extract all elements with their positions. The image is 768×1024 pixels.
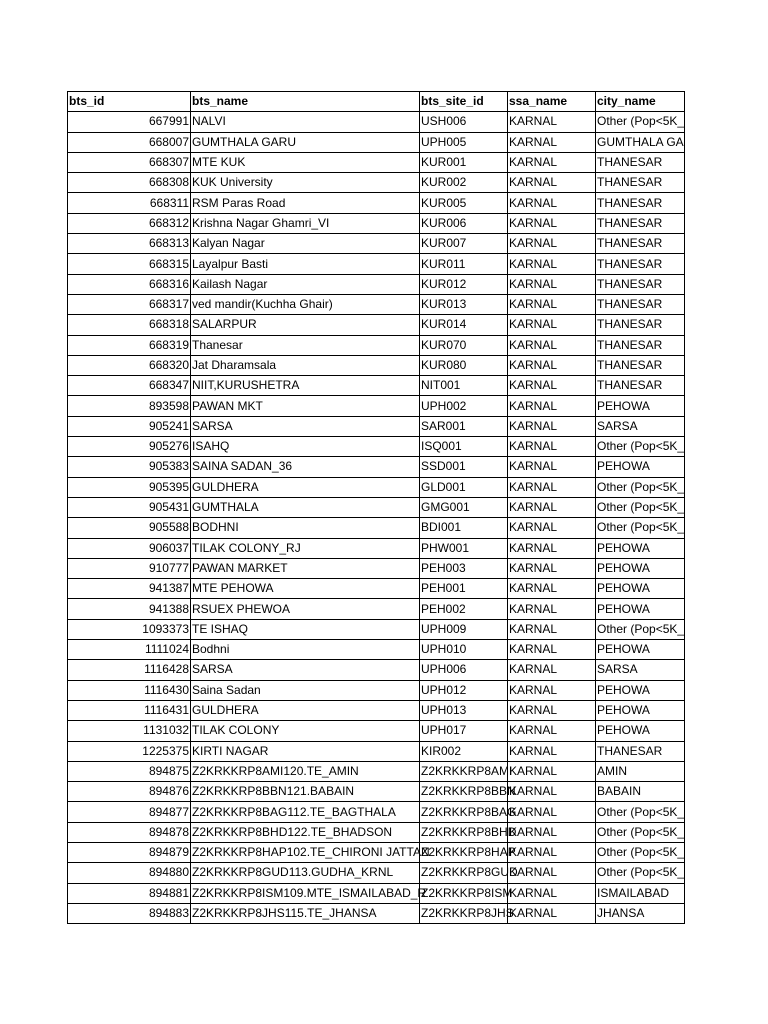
header-bts-site-id[interactable]: bts_site_id (420, 92, 508, 112)
cell-ssa-name[interactable]: KARNAL (508, 335, 596, 355)
table-row (68, 903, 685, 923)
cell-bts-site-id[interactable]: PHW001 (420, 538, 508, 558)
cell-bts-site-id[interactable]: GMG001 (420, 497, 508, 517)
cell-bts-site-id[interactable]: ISQ001 (420, 437, 508, 457)
cell-bts-id[interactable]: 894878 (68, 822, 191, 842)
cell-bts-name[interactable]: PAWAN MKT (191, 396, 420, 416)
table-row (68, 822, 685, 842)
cell-bts-name[interactable]: KIRTI NAGAR (191, 741, 420, 761)
cell-bts-name[interactable]: PAWAN MARKET (191, 558, 420, 578)
cell-city-name[interactable]: THANESAR (596, 741, 685, 761)
cell-bts-site-id[interactable]: KUR001 (420, 152, 508, 172)
cell-bts-site-id[interactable]: UPH017 (420, 721, 508, 741)
table-row (68, 152, 685, 172)
cell-bts-id[interactable]: 1116430 (68, 680, 191, 700)
cell-ssa-name[interactable]: KARNAL (508, 579, 596, 599)
table-row (68, 112, 685, 132)
cell-bts-name[interactable]: SALARPUR (191, 315, 420, 335)
cell-city-name[interactable]: PEHOWA (596, 599, 685, 619)
table-row (68, 234, 685, 254)
cell-bts-id[interactable]: 1116428 (68, 660, 191, 680)
cell-city-name[interactable]: THANESAR (596, 294, 685, 314)
cell-city-name[interactable]: ISMAILABAD (596, 883, 685, 903)
cell-city-name[interactable]: PEHOWA (596, 579, 685, 599)
cell-city-name[interactable]: PEHOWA (596, 457, 685, 477)
cell-bts-site-id[interactable]: KUR005 (420, 193, 508, 213)
cell-city-name[interactable]: Other (Pop<5K_ (596, 497, 685, 517)
cell-bts-id[interactable]: 905276 (68, 437, 191, 457)
cell-bts-id[interactable]: 893598 (68, 396, 191, 416)
cell-bts-site-id[interactable]: KUR070 (420, 335, 508, 355)
cell-bts-site-id[interactable]: GLD001 (420, 477, 508, 497)
cell-ssa-name[interactable]: KARNAL (508, 802, 596, 822)
table-row (68, 842, 685, 862)
cell-bts-name[interactable]: Kailash Nagar (191, 274, 420, 294)
cell-bts-site-id[interactable]: Z2KRKKRP8GUD (420, 863, 508, 883)
cell-bts-id[interactable]: 1116431 (68, 700, 191, 720)
cell-bts-id[interactable]: 668320 (68, 355, 191, 375)
cell-bts-id[interactable]: 905395 (68, 477, 191, 497)
cell-city-name[interactable]: Other (Pop<5K_ (596, 437, 685, 457)
cell-bts-id[interactable]: 905588 (68, 518, 191, 538)
table-row (68, 132, 685, 152)
table-row (68, 863, 685, 883)
cell-ssa-name[interactable]: KARNAL (508, 315, 596, 335)
cell-ssa-name[interactable]: KARNAL (508, 700, 596, 720)
cell-bts-id[interactable]: 894876 (68, 782, 191, 802)
cell-bts-name[interactable]: KUK University (191, 173, 420, 193)
cell-city-name[interactable]: PEHOWA (596, 721, 685, 741)
cell-city-name[interactable]: THANESAR (596, 274, 685, 294)
cell-ssa-name[interactable]: KARNAL (508, 152, 596, 172)
cell-bts-name[interactable]: SAINA SADAN_36 (191, 457, 420, 477)
cell-bts-name[interactable]: TILAK COLONY (191, 721, 420, 741)
cell-bts-id[interactable]: 910777 (68, 558, 191, 578)
cell-bts-site-id[interactable]: KUR011 (420, 254, 508, 274)
cell-ssa-name[interactable]: KARNAL (508, 274, 596, 294)
cell-city-name[interactable]: GUMTHALA GA (596, 132, 685, 152)
cell-bts-name[interactable]: Thanesar (191, 335, 420, 355)
header-bts-id[interactable]: bts_id (68, 92, 191, 112)
cell-city-name[interactable]: JHANSA (596, 903, 685, 923)
cell-bts-id[interactable]: 941387 (68, 579, 191, 599)
cell-bts-name[interactable]: Z2KRKKRP8BHD122.TE_BHADSON (191, 822, 420, 842)
cell-city-name[interactable]: SARSA (596, 660, 685, 680)
cell-ssa-name[interactable]: KARNAL (508, 721, 596, 741)
table-body (68, 112, 685, 924)
cell-ssa-name[interactable]: KARNAL (508, 234, 596, 254)
cell-bts-site-id[interactable]: NIT001 (420, 376, 508, 396)
cell-bts-id[interactable]: 894881 (68, 883, 191, 903)
cell-ssa-name[interactable]: KARNAL (508, 518, 596, 538)
cell-bts-id[interactable]: 668316 (68, 274, 191, 294)
cell-city-name[interactable]: SARSA (596, 416, 685, 436)
cell-bts-site-id[interactable]: PEH003 (420, 558, 508, 578)
cell-city-name[interactable]: THANESAR (596, 234, 685, 254)
cell-bts-name[interactable]: NALVI (191, 112, 420, 132)
cell-city-name[interactable]: THANESAR (596, 315, 685, 335)
cell-ssa-name[interactable]: KARNAL (508, 761, 596, 781)
table-row (68, 457, 685, 477)
cell-bts-id[interactable]: 905383 (68, 457, 191, 477)
cell-ssa-name[interactable]: KARNAL (508, 842, 596, 862)
cell-bts-id[interactable]: 668317 (68, 294, 191, 314)
cell-city-name[interactable]: THANESAR (596, 152, 685, 172)
spreadsheet (67, 91, 685, 924)
cell-bts-site-id[interactable]: BDI001 (420, 518, 508, 538)
cell-bts-id[interactable]: 668311 (68, 193, 191, 213)
cell-ssa-name[interactable]: KARNAL (508, 782, 596, 802)
table-row (68, 782, 685, 802)
cell-ssa-name[interactable]: KARNAL (508, 355, 596, 375)
cell-ssa-name[interactable]: KARNAL (508, 437, 596, 457)
cell-ssa-name[interactable]: KARNAL (508, 193, 596, 213)
cell-bts-name[interactable]: Z2KRKKRP8AMI120.TE_AMIN (191, 761, 420, 781)
table-row (68, 315, 685, 335)
cell-bts-name[interactable]: ISAHQ (191, 437, 420, 457)
cell-ssa-name[interactable]: KARNAL (508, 457, 596, 477)
cell-ssa-name[interactable]: KARNAL (508, 903, 596, 923)
cell-city-name[interactable]: THANESAR (596, 376, 685, 396)
cell-bts-id[interactable]: 668318 (68, 315, 191, 335)
header-bts-name[interactable]: bts_name (191, 92, 420, 112)
table-row (68, 721, 685, 741)
cell-bts-name[interactable]: ved mandir(Kuchha Ghair) (191, 294, 420, 314)
cell-ssa-name[interactable]: KARNAL (508, 599, 596, 619)
cell-bts-name[interactable]: Krishna Nagar Ghamri_VI (191, 213, 420, 233)
cell-ssa-name[interactable]: KARNAL (508, 660, 596, 680)
cell-ssa-name[interactable]: KARNAL (508, 254, 596, 274)
data-table (67, 91, 685, 924)
cell-bts-id[interactable]: 668312 (68, 213, 191, 233)
cell-bts-name[interactable]: GULDHERA (191, 477, 420, 497)
table-row (68, 477, 685, 497)
cell-ssa-name[interactable]: KARNAL (508, 173, 596, 193)
cell-bts-site-id[interactable]: SAR001 (420, 416, 508, 436)
cell-bts-name[interactable]: Layalpur Basti (191, 254, 420, 274)
table-row (68, 376, 685, 396)
cell-ssa-name[interactable]: KARNAL (508, 680, 596, 700)
cell-bts-id[interactable]: 668308 (68, 173, 191, 193)
header-city-name[interactable]: city_name (596, 92, 685, 112)
cell-bts-name[interactable]: BODHNI (191, 518, 420, 538)
cell-bts-site-id[interactable]: Z2KRKKRP8HAP (420, 842, 508, 862)
cell-ssa-name[interactable]: KARNAL (508, 640, 596, 660)
cell-bts-id[interactable]: 941388 (68, 599, 191, 619)
table-row (68, 274, 685, 294)
cell-bts-name[interactable]: SARSA (191, 660, 420, 680)
cell-city-name[interactable]: THANESAR (596, 335, 685, 355)
table-row (68, 335, 685, 355)
cell-bts-id[interactable]: 668007 (68, 132, 191, 152)
cell-ssa-name[interactable]: KARNAL (508, 741, 596, 761)
cell-city-name[interactable]: PEHOWA (596, 396, 685, 416)
cell-bts-id[interactable]: 1093373 (68, 619, 191, 639)
header-row (68, 92, 685, 112)
cell-ssa-name[interactable]: KARNAL (508, 822, 596, 842)
cell-city-name[interactable]: Other (Pop<5K_ (596, 842, 685, 862)
table-row (68, 173, 685, 193)
cell-city-name[interactable]: Other (Pop<5K_ (596, 477, 685, 497)
cell-bts-name[interactable]: SARSA (191, 416, 420, 436)
cell-bts-site-id[interactable]: KUR080 (420, 355, 508, 375)
cell-bts-name[interactable]: Z2KRKKRP8JHS115.TE_JHANSA (191, 903, 420, 923)
cell-bts-site-id[interactable]: UPH002 (420, 396, 508, 416)
cell-bts-site-id[interactable]: KUR002 (420, 173, 508, 193)
cell-bts-id[interactable]: 894880 (68, 863, 191, 883)
cell-bts-id[interactable]: 894877 (68, 802, 191, 822)
cell-bts-id[interactable]: 905241 (68, 416, 191, 436)
cell-ssa-name[interactable]: KARNAL (508, 883, 596, 903)
cell-ssa-name[interactable]: KARNAL (508, 619, 596, 639)
cell-bts-name[interactable]: MTE KUK (191, 152, 420, 172)
cell-bts-id[interactable]: 668347 (68, 376, 191, 396)
cell-bts-name[interactable]: Z2KRKKRP8BBN121.BABAIN (191, 782, 420, 802)
cell-bts-name[interactable]: GUMTHALA GARU (191, 132, 420, 152)
cell-bts-site-id[interactable]: Z2KRKKRP8ISM (420, 883, 508, 903)
cell-ssa-name[interactable]: KARNAL (508, 376, 596, 396)
cell-bts-site-id[interactable]: PEH001 (420, 579, 508, 599)
cell-bts-site-id[interactable]: SSD001 (420, 457, 508, 477)
table-row (68, 619, 685, 639)
cell-bts-site-id[interactable]: Z2KRKKRP8JHS (420, 903, 508, 923)
cell-ssa-name[interactable]: KARNAL (508, 416, 596, 436)
cell-bts-site-id[interactable]: UPH006 (420, 660, 508, 680)
table-row (68, 599, 685, 619)
cell-bts-site-id[interactable]: KUR013 (420, 294, 508, 314)
cell-bts-name[interactable]: Z2KRKKRP8GUD113.GUDHA_KRNL (191, 863, 420, 883)
cell-bts-name[interactable]: Bodhni (191, 640, 420, 660)
cell-bts-name[interactable]: Jat Dharamsala (191, 355, 420, 375)
table-row (68, 254, 685, 274)
cell-bts-name[interactable]: Z2KRKKRP8ISM109.MTE_ISMAILABAD_R (191, 883, 420, 903)
cell-city-name[interactable]: Other (Pop<5K_ (596, 112, 685, 132)
cell-bts-site-id[interactable]: UPH005 (420, 132, 508, 152)
table-row (68, 761, 685, 781)
cell-bts-name[interactable]: NIIT,KURUSHETRA (191, 376, 420, 396)
cell-city-name[interactable]: PEHOWA (596, 558, 685, 578)
table-row (68, 883, 685, 903)
cell-bts-id[interactable]: 668307 (68, 152, 191, 172)
cell-ssa-name[interactable]: KARNAL (508, 477, 596, 497)
cell-bts-id[interactable]: 894879 (68, 842, 191, 862)
cell-bts-id[interactable]: 668315 (68, 254, 191, 274)
cell-city-name[interactable]: Other (Pop<5K_ (596, 863, 685, 883)
cell-bts-name[interactable]: Z2KRKKRP8BAG112.TE_BAGTHALA (191, 802, 420, 822)
cell-bts-site-id[interactable]: Z2KRKKRP8AMI (420, 761, 508, 781)
table-row (68, 193, 685, 213)
cell-city-name[interactable]: PEHOWA (596, 640, 685, 660)
table-row (68, 497, 685, 517)
cell-bts-name[interactable]: RSM Paras Road (191, 193, 420, 213)
cell-bts-name[interactable]: RSUEX PHEWOA (191, 599, 420, 619)
table-row (68, 518, 685, 538)
cell-bts-name[interactable]: GULDHERA (191, 700, 420, 720)
cell-bts-site-id[interactable]: KUR014 (420, 315, 508, 335)
cell-bts-site-id[interactable]: UPH013 (420, 700, 508, 720)
cell-city-name[interactable]: Other (Pop<5K_ (596, 822, 685, 842)
cell-ssa-name[interactable]: KARNAL (508, 558, 596, 578)
cell-bts-site-id[interactable]: Z2KRKKRP8BAG (420, 802, 508, 822)
cell-bts-id[interactable]: 905431 (68, 497, 191, 517)
table-row (68, 741, 685, 761)
cell-bts-site-id[interactable]: PEH002 (420, 599, 508, 619)
table-row (68, 660, 685, 680)
table-row (68, 700, 685, 720)
cell-city-name[interactable]: THANESAR (596, 193, 685, 213)
cell-city-name[interactable]: THANESAR (596, 254, 685, 274)
table-row (68, 213, 685, 233)
cell-bts-id[interactable]: 894883 (68, 903, 191, 923)
cell-city-name[interactable]: Other (Pop<5K_ (596, 619, 685, 639)
cell-bts-id[interactable]: 906037 (68, 538, 191, 558)
table-row (68, 416, 685, 436)
cell-bts-site-id[interactable]: KIR002 (420, 741, 508, 761)
cell-bts-site-id[interactable]: Z2KRKKRP8BHD (420, 822, 508, 842)
header-ssa-name[interactable]: ssa_name (508, 92, 596, 112)
cell-bts-id[interactable]: 668319 (68, 335, 191, 355)
cell-bts-name[interactable]: Z2KRKKRP8HAP102.TE_CHIRONI JATTAN (191, 842, 420, 862)
cell-bts-name[interactable]: GUMTHALA (191, 497, 420, 517)
cell-ssa-name[interactable]: KARNAL (508, 294, 596, 314)
cell-bts-id[interactable]: 894875 (68, 761, 191, 781)
table-row (68, 558, 685, 578)
cell-bts-id[interactable]: 1225375 (68, 741, 191, 761)
cell-ssa-name[interactable]: KARNAL (508, 213, 596, 233)
cell-city-name[interactable]: Other (Pop<5K_ (596, 518, 685, 538)
cell-ssa-name[interactable]: KARNAL (508, 863, 596, 883)
cell-ssa-name[interactable]: KARNAL (508, 112, 596, 132)
table-row (68, 802, 685, 822)
cell-ssa-name[interactable]: KARNAL (508, 132, 596, 152)
cell-bts-site-id[interactable]: UPH009 (420, 619, 508, 639)
cell-ssa-name[interactable]: KARNAL (508, 396, 596, 416)
cell-bts-site-id[interactable]: UPH012 (420, 680, 508, 700)
cell-ssa-name[interactable]: KARNAL (508, 538, 596, 558)
cell-city-name[interactable]: PEHOWA (596, 538, 685, 558)
table-row (68, 437, 685, 457)
cell-bts-site-id[interactable]: KUR007 (420, 234, 508, 254)
table-row (68, 538, 685, 558)
table-row (68, 579, 685, 599)
cell-bts-id[interactable]: 1111024 (68, 640, 191, 660)
cell-city-name[interactable]: THANESAR (596, 213, 685, 233)
cell-city-name[interactable]: Other (Pop<5K_ (596, 802, 685, 822)
cell-bts-name[interactable]: Kalyan Nagar (191, 234, 420, 254)
cell-bts-site-id[interactable]: KUR006 (420, 213, 508, 233)
cell-bts-id[interactable]: 1131032 (68, 721, 191, 741)
cell-ssa-name[interactable]: KARNAL (508, 497, 596, 517)
table-row (68, 355, 685, 375)
cell-city-name[interactable]: PEHOWA (596, 700, 685, 720)
cell-city-name[interactable]: BABAIN (596, 782, 685, 802)
cell-city-name[interactable]: AMIN (596, 761, 685, 781)
cell-city-name[interactable]: THANESAR (596, 355, 685, 375)
cell-bts-site-id[interactable]: KUR012 (420, 274, 508, 294)
cell-bts-site-id[interactable]: Z2KRKKRP8BBN (420, 782, 508, 802)
cell-bts-id[interactable]: 667991 (68, 112, 191, 132)
cell-bts-name[interactable]: Saina Sadan (191, 680, 420, 700)
cell-bts-site-id[interactable]: USH006 (420, 112, 508, 132)
cell-bts-name[interactable]: MTE PEHOWA (191, 579, 420, 599)
cell-bts-site-id[interactable]: UPH010 (420, 640, 508, 660)
cell-bts-name[interactable]: TILAK COLONY_RJ (191, 538, 420, 558)
cell-city-name[interactable]: THANESAR (596, 173, 685, 193)
table-row (68, 680, 685, 700)
table-row (68, 294, 685, 314)
cell-bts-name[interactable]: TE ISHAQ (191, 619, 420, 639)
cell-city-name[interactable]: PEHOWA (596, 680, 685, 700)
table-row (68, 640, 685, 660)
cell-bts-id[interactable]: 668313 (68, 234, 191, 254)
table-row (68, 396, 685, 416)
